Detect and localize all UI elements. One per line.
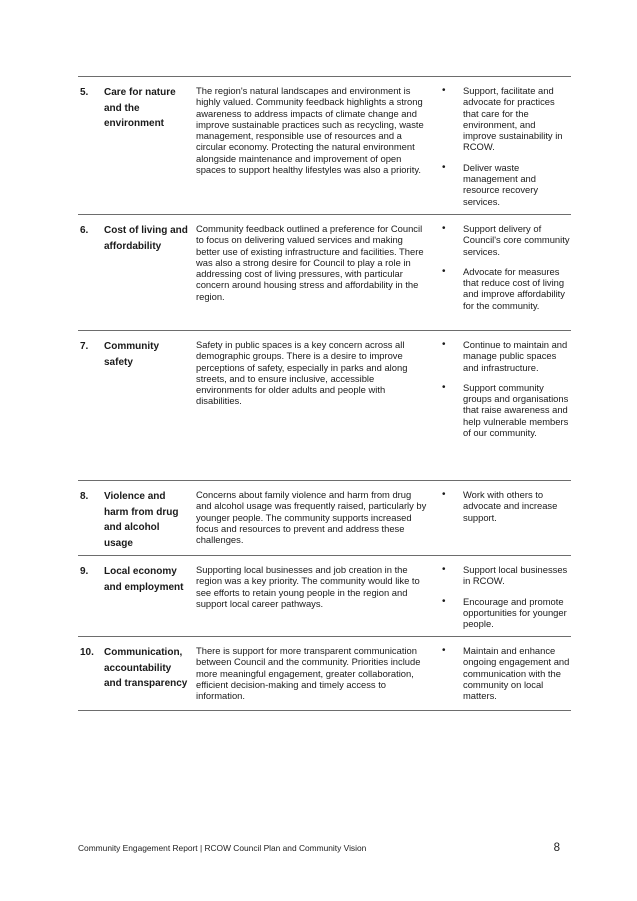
- bullet-icon: •: [442, 381, 446, 393]
- action-item: • Support community groups and organisations that raise awareness and help vulnerable members of our community.: [442, 381, 569, 439]
- table-row: [78, 637, 571, 711]
- bullet-icon: •: [442, 564, 446, 575]
- row-number: 10.: [80, 647, 94, 658]
- table-row: [78, 556, 571, 637]
- row-theme: Local economy and employment: [104, 566, 184, 593]
- table-row: [78, 481, 571, 556]
- action-item: • Continue to maintain and manage public spaces and infrastructure.: [442, 339, 568, 373]
- action-item: • Support, facilitate and advocate for practices that care for the environment, and improve sustainability in RCOW.: [442, 85, 563, 153]
- bullet-icon: •: [442, 161, 446, 173]
- row-actions: [428, 489, 571, 547]
- row-number: 9.: [80, 566, 89, 577]
- row-actions: [428, 645, 571, 702]
- bullet-icon: •: [442, 265, 446, 277]
- row-actions: [428, 223, 571, 322]
- table-row: [78, 77, 571, 215]
- action-item: • Encourage and promote opportunities for younger people.: [442, 595, 567, 630]
- footer-text: Community Engagement Report | RCOW Council Plan and Community Vision: [78, 843, 367, 853]
- row-theme: Care for nature and the environment: [104, 87, 176, 129]
- action-item: • Deliver waste management and resource recovery services.: [442, 161, 539, 207]
- row-number: 5.: [80, 87, 89, 98]
- table-row: [78, 331, 571, 481]
- bullet-icon: •: [442, 645, 446, 656]
- row-description: There is support for more transparent communication between Council and the community. Priorities include more meaningful engagement, greater collaboration, efficient decision-making and timely access to information.: [196, 645, 421, 702]
- row-description: Concerns about family violence and harm from drug and alcohol usage was frequently raised, particularly by younger people. The community supports increased focus and resources to prevent and address these challenges.: [196, 489, 427, 546]
- action-item: • Maintain and enhance ongoing engagement and communication with the community on local matters.: [442, 645, 570, 702]
- action-item: • Work with others to advocate and increase support.: [442, 489, 558, 523]
- priority-table: [78, 76, 571, 711]
- table-row: [78, 215, 571, 331]
- bullet-icon: •: [442, 489, 446, 500]
- row-number: 6.: [80, 225, 89, 236]
- row-actions: [428, 564, 571, 628]
- row-description: Supporting local businesses and job creation in the region was a key priority. The community would like to see efforts to retain young people in the region and support local career pathways.: [196, 564, 420, 609]
- row-theme: Community safety: [104, 341, 159, 368]
- row-description: Safety in public spaces is a key concern across all demographic groups. There is a desire to improve perceptions of safety, especially in parks and along streets, and to ensure inclusive, accessible environments for older adults and people with disabilities.: [196, 339, 408, 407]
- row-number: 7.: [80, 341, 89, 352]
- row-description: The region's natural landscapes and environment is highly valued. Community feedback highlights a strong awareness to address impacts of climate change and improve sustainable practices such as recycling, waste management, responsible use of resources and a circular economy. Protecting the natural environment alongside maintenance and improvement of open spaces to support healthy lifestyles was also a priority.: [196, 85, 424, 176]
- row-number: 8.: [80, 491, 89, 502]
- action-item: • Advocate for measures that reduce cost of living and improve affordability for the community.: [442, 265, 565, 311]
- bullet-icon: •: [442, 339, 446, 350]
- row-theme: Violence and harm from drug and alcohol usage: [104, 491, 179, 549]
- bullet-icon: •: [442, 223, 446, 234]
- row-actions: [428, 339, 571, 472]
- row-theme: Communication, accountability and transparency: [104, 647, 188, 689]
- row-theme: Cost of living and affordability: [104, 225, 188, 252]
- bullet-icon: •: [442, 85, 446, 96]
- action-item: • Support local businesses in RCOW.: [442, 564, 568, 587]
- action-item: • Support delivery of Council's core community services.: [442, 223, 570, 257]
- row-actions: [428, 85, 571, 206]
- page-number: 8: [553, 842, 560, 854]
- bullet-icon: •: [442, 595, 446, 607]
- row-description: Community feedback outlined a preference for Council to focus on delivering valued services and making better use of existing infrastructure and facilities. There was also a strong desire for Council to play a role in addressing cost of living pressures, with particular concern around housing stress and affordability in the region.: [196, 223, 424, 302]
